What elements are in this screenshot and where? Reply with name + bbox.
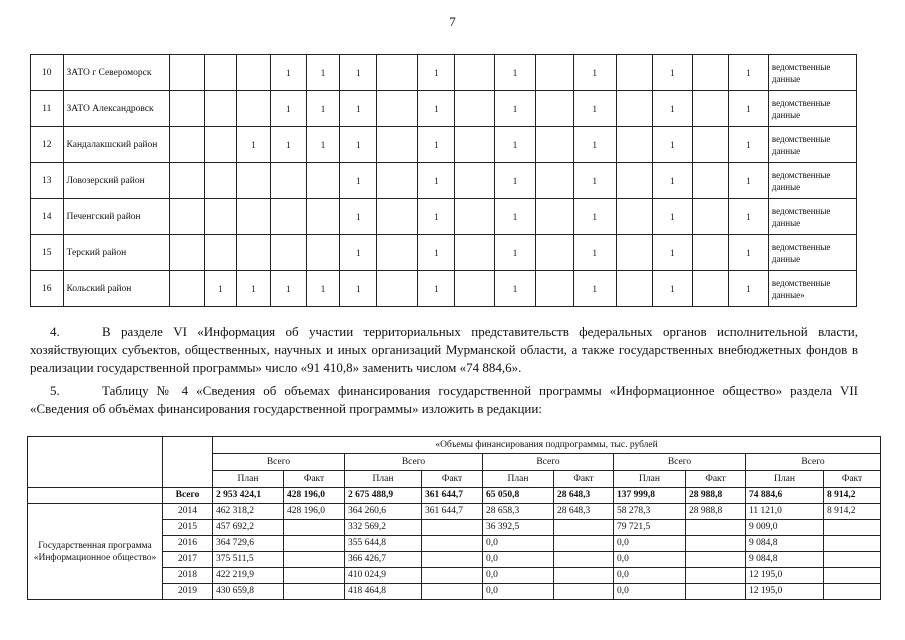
fact-value (554, 568, 614, 584)
district-mark-cell: 1 (418, 127, 455, 163)
plan-value: 58 278,3 (614, 504, 686, 520)
district-mark-cell (237, 91, 271, 127)
fact-value (284, 568, 345, 584)
district-mark-cell (692, 235, 728, 271)
district-mark-cell: 1 (652, 235, 692, 271)
program-name: Государственная программа «Информационное общество» (28, 504, 163, 600)
fact-value: 28 648,3 (554, 504, 614, 520)
district-mark-cell: 1 (270, 271, 306, 307)
district-mark-cell: 1 (495, 163, 535, 199)
district-mark-cell: 1 (728, 127, 768, 163)
district-row-number: 14 (31, 199, 64, 235)
fact-value: 361 644,7 (422, 488, 483, 504)
district-mark-cell (204, 235, 237, 271)
plan-value: 74 884,6 (746, 488, 824, 504)
fact-value (554, 552, 614, 568)
district-mark-cell: 1 (340, 127, 377, 163)
district-mark-cell: 1 (340, 55, 377, 91)
district-mark-cell (455, 163, 495, 199)
district-mark-cell (616, 91, 652, 127)
paragraph-5-text: Таблицу № 4 «Сведения об объемах финансирования государственной программы «Информационное общество» раздела VII «Сведения об объёмах финансирования государственной программы» изложить в редакции: (30, 383, 858, 416)
fact-value: 28 648,3 (554, 488, 614, 504)
plan-value: 332 569,2 (345, 520, 422, 536)
district-mark-cell: 1 (495, 91, 535, 127)
fact-value (284, 552, 345, 568)
district-mark-cell (535, 235, 573, 271)
district-mark-cell: 1 (495, 235, 535, 271)
district-mark-cell (616, 235, 652, 271)
plan-value: 0,0 (483, 552, 554, 568)
plan-value: 0,0 (614, 552, 686, 568)
fact-value: 8 914,2 (824, 504, 881, 520)
district-name: Кольский район (63, 271, 169, 307)
plan-value: 422 219,9 (213, 568, 284, 584)
district-table (30, 54, 857, 307)
group-label: Всего (483, 454, 614, 471)
plan-value: 11 121,0 (746, 504, 824, 520)
plan-value: 9 009,0 (746, 520, 824, 536)
district-data-source: ведомственные данные (768, 199, 856, 235)
plan-value: 28 658,3 (483, 504, 554, 520)
fact-value (284, 536, 345, 552)
district-mark-cell: 1 (573, 235, 616, 271)
district-mark-cell: 1 (237, 271, 271, 307)
district-row (31, 127, 857, 163)
plan-value: 0,0 (614, 536, 686, 552)
district-mark-cell: 1 (270, 91, 306, 127)
paragraph-4 (30, 323, 858, 377)
district-name: Терский район (63, 235, 169, 271)
plan-value: 2 675 488,9 (345, 488, 422, 504)
fact-value (422, 568, 483, 584)
district-mark-cell: 1 (418, 163, 455, 199)
district-mark-cell: 1 (573, 199, 616, 235)
district-mark-cell (204, 199, 237, 235)
district-mark-cell (204, 91, 237, 127)
district-mark-cell: 1 (204, 271, 237, 307)
fact-value (422, 552, 483, 568)
year-cell: 2018 (163, 568, 213, 584)
district-name: Кандалакшский район (63, 127, 169, 163)
district-data-source: ведомственные данные (768, 127, 856, 163)
total-label: Всего (163, 488, 213, 504)
program-blank-cell (28, 488, 163, 504)
district-mark-cell: 1 (340, 163, 377, 199)
district-mark-cell: 1 (652, 199, 692, 235)
district-mark-cell (237, 55, 271, 91)
district-mark-cell: 1 (728, 235, 768, 271)
district-row-number: 11 (31, 91, 64, 127)
district-mark-cell: 1 (237, 127, 271, 163)
district-mark-cell (270, 235, 306, 271)
year-cell: 2016 (163, 536, 213, 552)
year-cell: 2015 (163, 520, 213, 536)
district-mark-cell (535, 91, 573, 127)
district-mark-cell (692, 163, 728, 199)
district-mark-cell (692, 91, 728, 127)
plan-header: План (614, 471, 686, 488)
year-cell: 2014 (163, 504, 213, 520)
district-mark-cell: 1 (418, 55, 455, 91)
district-mark-cell (535, 163, 573, 199)
paragraph-4-text: В разделе VI «Информация об участии территориальных представительств федеральных органов исполнительной власти, хозяйствующих субъектов, общественных, научных и иных организаций Мурманской области, а также государственных внебюджетных фондов в реализации государственной программы» число «91 410,8» заменить числом «74 884,6». (30, 324, 858, 375)
district-row-number: 13 (31, 163, 64, 199)
district-mark-cell: 1 (728, 199, 768, 235)
year-cell: 2017 (163, 552, 213, 568)
fact-value (686, 520, 746, 536)
plan-header: План (483, 471, 554, 488)
district-mark-cell (616, 163, 652, 199)
district-mark-cell (169, 235, 204, 271)
district-mark-cell: 1 (573, 127, 616, 163)
district-mark-cell (306, 199, 340, 235)
fact-value (422, 536, 483, 552)
district-row (31, 55, 857, 91)
district-mark-cell (535, 271, 573, 307)
district-mark-cell (237, 163, 271, 199)
fact-value (686, 536, 746, 552)
fact-value (284, 520, 345, 536)
district-mark-cell: 1 (652, 55, 692, 91)
district-row (31, 271, 857, 307)
district-mark-cell (270, 163, 306, 199)
district-mark-cell: 1 (495, 199, 535, 235)
fact-value (422, 520, 483, 536)
plan-value: 410 024,9 (345, 568, 422, 584)
finance-row (28, 488, 881, 504)
district-mark-cell: 1 (495, 55, 535, 91)
plan-value: 457 692,2 (213, 520, 284, 536)
plan-value: 0,0 (483, 584, 554, 600)
district-data-source: ведомственные данные (768, 163, 856, 199)
plan-header: План (746, 471, 824, 488)
fact-value (824, 520, 881, 536)
district-row-number: 12 (31, 127, 64, 163)
plan-value: 0,0 (483, 536, 554, 552)
fact-value: 428 196,0 (284, 488, 345, 504)
fact-header: Факт (284, 471, 345, 488)
plan-value: 12 195,0 (746, 568, 824, 584)
group-label: Всего (345, 454, 483, 471)
fact-header: Факт (554, 471, 614, 488)
plan-header: План (345, 471, 422, 488)
district-mark-cell (692, 271, 728, 307)
paragraph-5-number: 5. (50, 383, 60, 398)
district-mark-cell (204, 127, 237, 163)
district-mark-cell: 1 (728, 271, 768, 307)
district-data-source: ведомственные данные (768, 91, 856, 127)
district-mark-cell (616, 127, 652, 163)
district-row (31, 163, 857, 199)
district-row (31, 199, 857, 235)
fact-value: 28 988,8 (686, 504, 746, 520)
district-mark-cell (169, 199, 204, 235)
district-name: Печенгский район (63, 199, 169, 235)
plan-value: 9 084,8 (746, 552, 824, 568)
district-mark-cell: 1 (418, 271, 455, 307)
district-data-source: ведомственные данные (768, 55, 856, 91)
fact-value (824, 536, 881, 552)
district-mark-cell: 1 (573, 91, 616, 127)
district-mark-cell: 1 (306, 55, 340, 91)
district-mark-cell: 1 (573, 55, 616, 91)
plan-value: 364 260,6 (345, 504, 422, 520)
district-mark-cell (535, 55, 573, 91)
district-mark-cell (169, 163, 204, 199)
district-mark-cell (204, 163, 237, 199)
fact-value (422, 584, 483, 600)
fact-value (824, 568, 881, 584)
fact-value (284, 584, 345, 600)
district-mark-cell: 1 (418, 91, 455, 127)
district-mark-cell (455, 199, 495, 235)
district-mark-cell: 1 (728, 55, 768, 91)
fact-value: 8 914,2 (824, 488, 881, 504)
district-mark-cell (377, 163, 418, 199)
plan-value: 364 729,6 (213, 536, 284, 552)
plan-value: 36 392,5 (483, 520, 554, 536)
plan-value: 0,0 (614, 568, 686, 584)
district-mark-cell (455, 235, 495, 271)
plan-value: 418 464,8 (345, 584, 422, 600)
district-mark-cell (169, 91, 204, 127)
district-mark-cell (535, 127, 573, 163)
district-mark-cell: 1 (306, 127, 340, 163)
district-mark-cell: 1 (573, 271, 616, 307)
finance-header-title: «Объемы финансирования подпрограммы, тыс. рублей (213, 437, 881, 454)
plan-value: 0,0 (614, 584, 686, 600)
fact-header: Факт (824, 471, 881, 488)
plan-value: 0,0 (483, 568, 554, 584)
district-mark-cell (692, 199, 728, 235)
district-name: Ловозерский район (63, 163, 169, 199)
district-mark-cell: 1 (652, 163, 692, 199)
plan-header: План (213, 471, 284, 488)
fact-value (554, 584, 614, 600)
district-mark-cell: 1 (270, 127, 306, 163)
district-name: ЗАТО Александровск (63, 91, 169, 127)
page-number: 7 (449, 14, 456, 29)
plan-value: 9 084,8 (746, 536, 824, 552)
district-mark-cell: 1 (495, 127, 535, 163)
district-mark-cell (377, 91, 418, 127)
fact-value (686, 568, 746, 584)
district-mark-cell: 1 (340, 235, 377, 271)
district-mark-cell: 1 (728, 163, 768, 199)
fact-value: 361 644,7 (422, 504, 483, 520)
district-mark-cell (616, 271, 652, 307)
district-mark-cell: 1 (340, 199, 377, 235)
district-mark-cell: 1 (270, 55, 306, 91)
district-mark-cell (237, 235, 271, 271)
district-mark-cell (455, 55, 495, 91)
plan-value: 375 511,5 (213, 552, 284, 568)
district-mark-cell: 1 (340, 91, 377, 127)
district-row-number: 16 (31, 271, 64, 307)
district-mark-cell (377, 127, 418, 163)
district-mark-cell: 1 (495, 271, 535, 307)
district-mark-cell (455, 271, 495, 307)
plan-value: 430 659,8 (213, 584, 284, 600)
plan-value: 2 953 424,1 (213, 488, 284, 504)
district-mark-cell (455, 91, 495, 127)
fact-value (554, 520, 614, 536)
district-mark-cell (616, 199, 652, 235)
district-row (31, 235, 857, 271)
plan-value: 65 050,8 (483, 488, 554, 504)
district-mark-cell (455, 127, 495, 163)
district-mark-cell (169, 55, 204, 91)
fact-value (824, 584, 881, 600)
district-mark-cell: 1 (418, 199, 455, 235)
district-mark-cell (204, 55, 237, 91)
fact-value (686, 552, 746, 568)
finance-row (28, 504, 881, 520)
plan-value: 12 195,0 (746, 584, 824, 600)
district-mark-cell: 1 (573, 163, 616, 199)
district-mark-cell (377, 271, 418, 307)
district-mark-cell: 1 (728, 91, 768, 127)
district-mark-cell: 1 (306, 91, 340, 127)
district-mark-cell: 1 (306, 271, 340, 307)
district-data-source: ведомственные данные (768, 235, 856, 271)
group-label: Всего (213, 454, 345, 471)
district-data-source: ведомственные данные» (768, 271, 856, 307)
district-mark-cell (169, 127, 204, 163)
plan-value: 355 644,8 (345, 536, 422, 552)
district-mark-cell: 1 (652, 271, 692, 307)
district-mark-cell (535, 199, 573, 235)
district-mark-cell (692, 127, 728, 163)
plan-value: 137 999,8 (614, 488, 686, 504)
district-mark-cell (616, 55, 652, 91)
fact-value (554, 536, 614, 552)
district-row-number: 10 (31, 55, 64, 91)
district-mark-cell (306, 163, 340, 199)
district-mark-cell: 1 (340, 271, 377, 307)
district-mark-cell (377, 199, 418, 235)
paragraph-5 (30, 382, 858, 418)
plan-value: 79 721,5 (614, 520, 686, 536)
district-mark-cell: 1 (652, 91, 692, 127)
plan-value: 462 318,2 (213, 504, 284, 520)
district-mark-cell (270, 199, 306, 235)
group-label: Всего (614, 454, 746, 471)
district-mark-cell: 1 (418, 235, 455, 271)
paragraph-4-number: 4. (50, 324, 60, 339)
fact-header: Факт (686, 471, 746, 488)
group-label: Всего (746, 454, 881, 471)
district-mark-cell: 1 (652, 127, 692, 163)
fact-value (686, 584, 746, 600)
header-blank-year (163, 437, 213, 488)
plan-value: 366 426,7 (345, 552, 422, 568)
fact-value: 28 988,8 (686, 488, 746, 504)
header-blank-program (28, 437, 163, 488)
district-mark-cell (169, 271, 204, 307)
district-mark-cell (692, 55, 728, 91)
district-row-number: 15 (31, 235, 64, 271)
district-name: ЗАТО г Североморск (63, 55, 169, 91)
fact-value (824, 552, 881, 568)
fact-header: Факт (422, 471, 483, 488)
district-mark-cell (306, 235, 340, 271)
year-cell: 2019 (163, 584, 213, 600)
district-mark-cell (237, 199, 271, 235)
district-mark-cell (377, 235, 418, 271)
finance-table (27, 436, 881, 600)
district-row (31, 91, 857, 127)
fact-value: 428 196,0 (284, 504, 345, 520)
district-mark-cell (377, 55, 418, 91)
